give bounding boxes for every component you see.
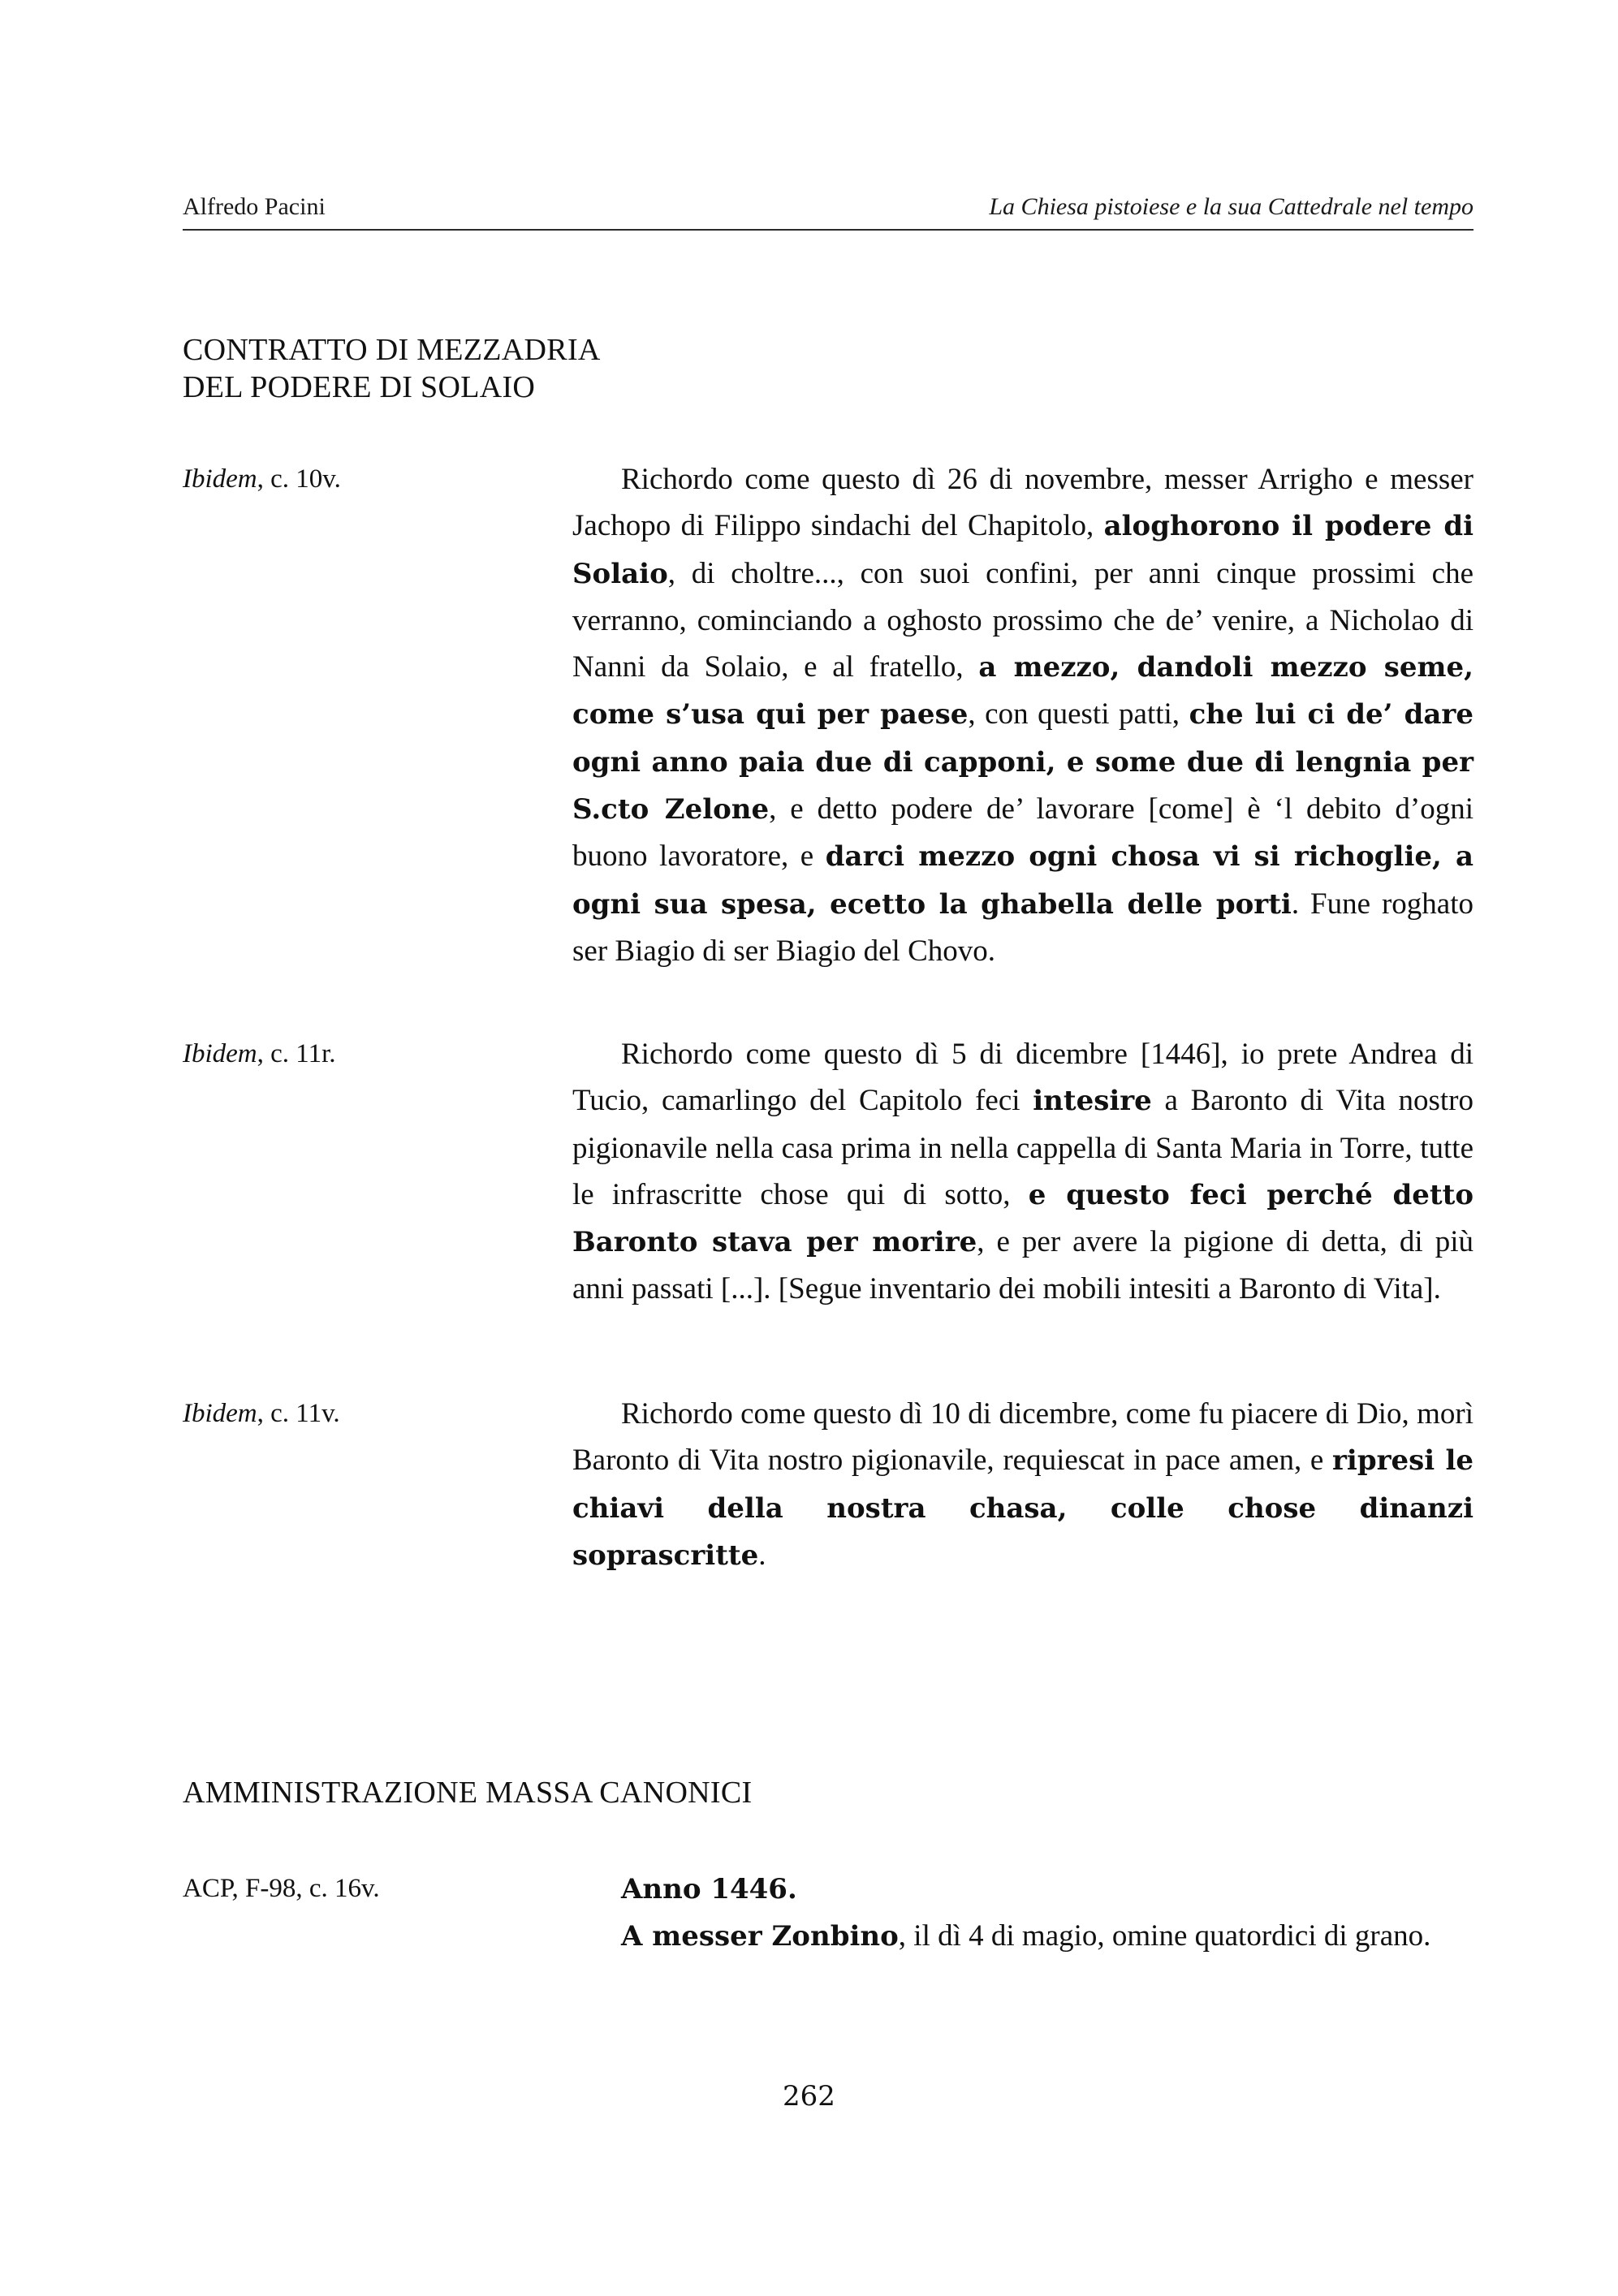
section-title-massa-canonici bbox=[183, 1774, 752, 1811]
bold-highlight: aloghorono il podere di Solaio bbox=[572, 510, 1474, 590]
bold-highlight: che lui ci de’ dare ogni anno paia due di capponi, e some due di lengnia per S.cto Zelone bbox=[572, 698, 1473, 826]
margin-reference: Ibidem, c. 10v. bbox=[183, 464, 341, 494]
header-author: Alfredo Pacini bbox=[183, 193, 326, 220]
text-run: , con questi patti, bbox=[968, 697, 1189, 732]
text-run: Richordo come questo dì 26 di novembre, messer Arrigho e messer Jachopo di Filippo sindachi del Chapitolo, bbox=[572, 463, 1473, 543]
margin-reference: Ibidem, c. 11v. bbox=[183, 1399, 340, 1428]
text-run: , il dì 4 di magio, omine quatordici di grano. bbox=[898, 1919, 1431, 1953]
running-header bbox=[183, 193, 1473, 226]
entry-text bbox=[572, 456, 1473, 974]
text-run: , e detto podere de’ lavorare [come] è ‘l debito d’ogni buono lavoratore, e bbox=[572, 792, 1474, 874]
entry-text bbox=[572, 1391, 1473, 1579]
bold-highlight: A messer Zonbino bbox=[621, 1920, 899, 1953]
bold-highlight: a mezzo, dandoli mezzo seme, come s’usa qui per paese bbox=[572, 651, 1473, 732]
text-run: a Baronto di Vita nostro pigionavile nella casa prima in nella cappella di Santa Maria in Torre, tutte le infrascritte chose qui di sotto, bbox=[572, 1084, 1473, 1211]
text-run: Richordo come questo dì 10 di dicembre, come fu piacere di Dio, morì Baronto di Vita nostro pigionavile, requiescat in pace amen, e bbox=[572, 1397, 1473, 1478]
year-line: Anno 1446. bbox=[621, 1873, 797, 1905]
margin-reference: ACP, F-98, c. 16v. bbox=[183, 1874, 380, 1903]
section-title-line: DEL PODERE DI SOLAIO bbox=[183, 370, 536, 404]
bold-highlight: darci mezzo ogni chosa vi si richoglie, a ogni sua spesa, ecetto la ghabella delle porti bbox=[572, 840, 1473, 921]
section-title-line: AMMINISTRAZIONE MASSA CANONICI bbox=[183, 1776, 753, 1810]
text-run: . Fune roghato ser Biagio di ser Biagio del Chovo. bbox=[572, 887, 1473, 968]
entry-text bbox=[572, 1866, 1473, 1961]
margin-reference: Ibidem, c. 11r. bbox=[183, 1039, 336, 1068]
text-run: Richordo come questo dì 5 di dicembre [1446], io prete Andrea di Tucio, camarlingo del Capitolo feci bbox=[572, 1038, 1473, 1118]
bold-highlight: intesire bbox=[1033, 1085, 1152, 1118]
header-book-title: La Chiesa pistoiese e la sua Cattedrale nel tempo bbox=[989, 193, 1473, 220]
section-title-mezzadria bbox=[183, 331, 601, 406]
entry-text bbox=[572, 1031, 1473, 1313]
text-run: , e per avere la pigione di detta, di più anni passati [...]. [Segue inventario dei mobili intesiti a Baronto di Vita]. bbox=[572, 1225, 1473, 1306]
section-title-line: CONTRATTO DI MEZZADRIA bbox=[183, 333, 601, 367]
bold-highlight: ripresi le chiavi della nostra chasa, colle chose dinanzi soprascritte bbox=[572, 1444, 1473, 1572]
bold-highlight: e questo feci perché detto Baronto stava per morire bbox=[572, 1178, 1473, 1259]
header-rule bbox=[183, 229, 1473, 231]
text-run: . bbox=[758, 1538, 766, 1572]
text-run: , di choltre..., con suoi confini, per anni cinque prossimi che verranno, cominciando a oghosto prossimo che de’ venire, a Nicholao di Nanni da Solaio, e al fratello, bbox=[572, 556, 1473, 684]
page-number: 262 bbox=[783, 2080, 835, 2113]
